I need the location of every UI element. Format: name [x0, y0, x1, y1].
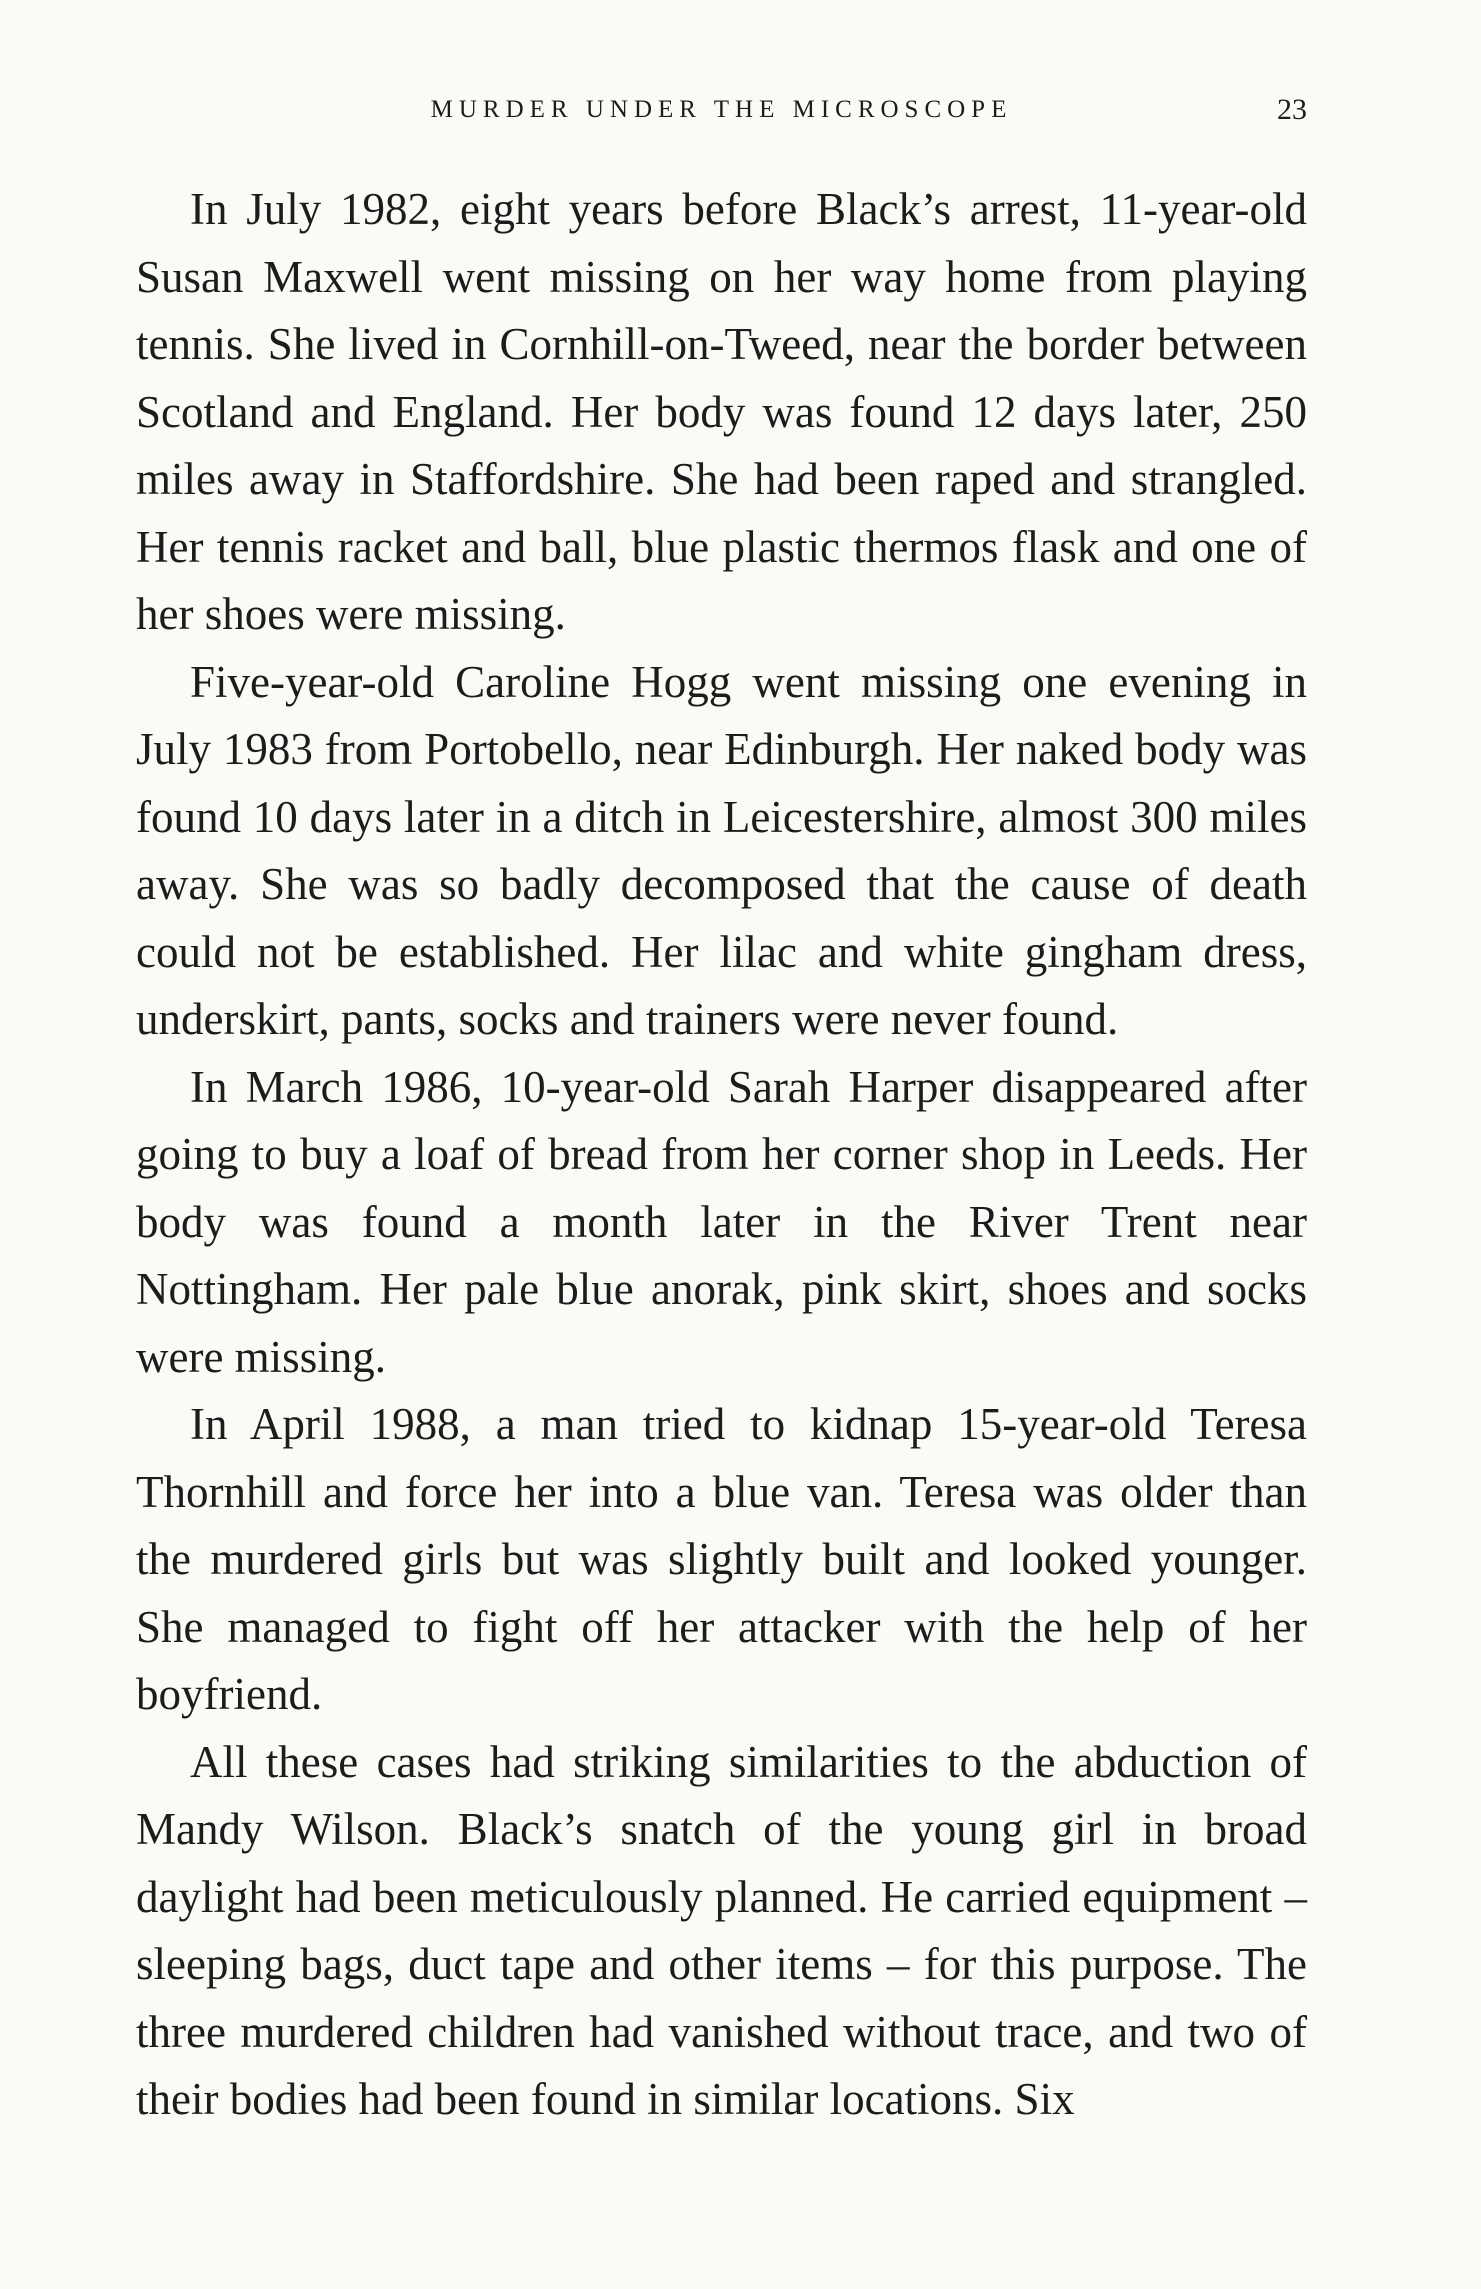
running-title: MURDER UNDER THE MICROSCOPE: [430, 96, 1013, 123]
paragraph: In July 1982, eight years before Black’s arrest, 11-year-old Susan Maxwell went missing on her way home from playing tennis. She lived in Cornhill-on-Tweed, near the border between Scotland and England. Her body was found 12 days later, 250 miles away in Staffordshire. She had been raped and strangled. Her tennis racket and ball, blue plastic thermos flask and one of her shoes were missing.: [136, 184, 1307, 639]
running-header: [136, 88, 1307, 138]
paragraph: In March 1986, 10-year-old Sarah Harper disappeared after going to buy a loaf of bread from her corner shop in Leeds. Her body was found a month later in the River Trent near Nottingham. Her pale blue anorak, pink skirt, shoes and socks were missing.: [136, 1061, 1307, 1382]
body-text: [136, 176, 1307, 2134]
paragraph: In April 1988, a man tried to kidnap 15-year-old Teresa Thornhill and force her into a blue van. Teresa was older than the murdered girls but was slightly built and looked younger. She managed to fight off her attacker with the help of her boyfriend.: [136, 1399, 1307, 1719]
page-number: 23: [1277, 93, 1307, 126]
paragraph: Five-year-old Caroline Hogg went missing one evening in July 1983 from Portobello, near Edinburgh. Her naked body was found 10 days later in a ditch in Leicestershire, almost 300 miles away. She was so badly decomposed that the cause of death could not be established. Her lilac and white gingham dress, underskirt, pants, socks and trainers were never found.: [136, 656, 1307, 1044]
paragraph: All these cases had striking similarities to the abduction of Mandy Wilson. Black’s snatch of the young girl in broad daylight had been meticulously planned. He carried equipment – sleeping bags, duct tape and other items – for this purpose. The three murdered children had vanished without trace, and two of their bodies had been found in similar locations. Six: [136, 1736, 1307, 2124]
